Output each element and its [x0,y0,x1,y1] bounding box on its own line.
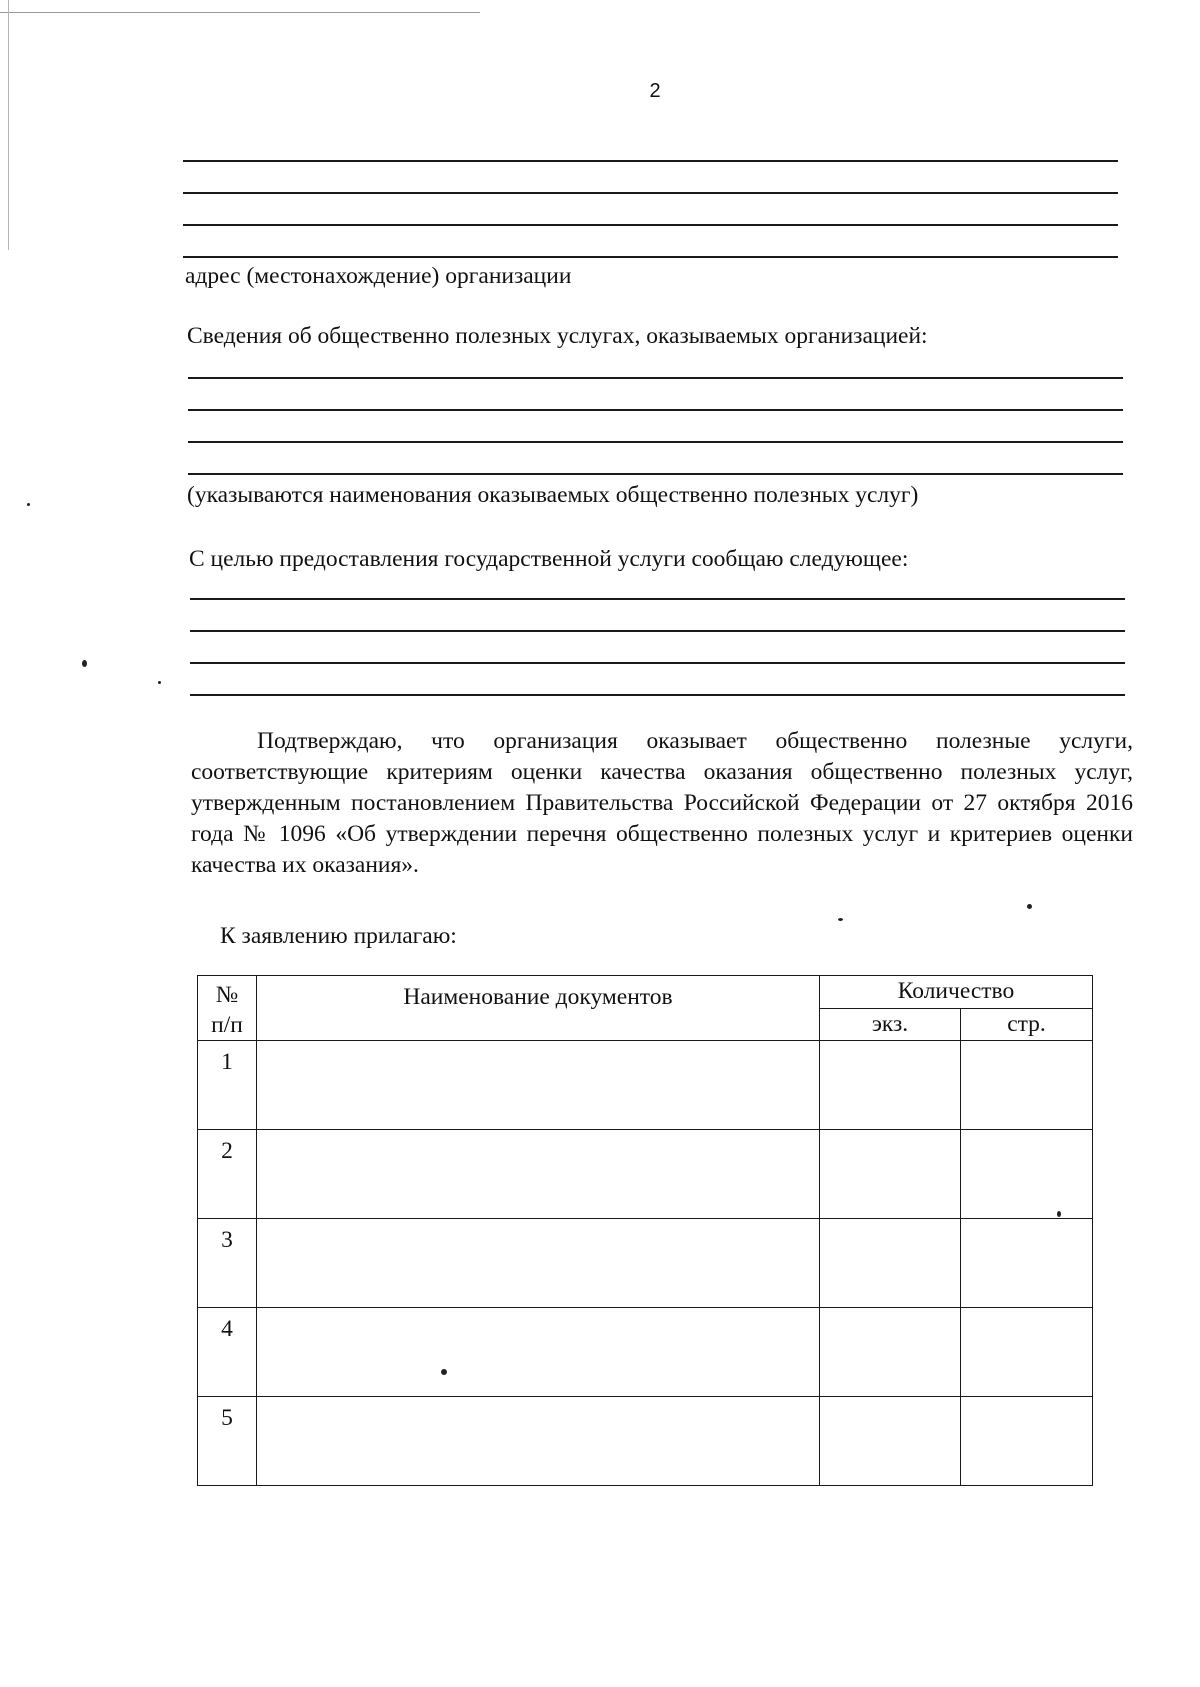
pages-cell[interactable] [961,1308,1093,1397]
table-row [198,1041,1093,1130]
scan-speck [1057,1211,1061,1217]
header-number-cell [198,976,257,1041]
header-document-name: Наименование документов [257,976,820,1041]
document-name-cell[interactable] [257,1308,820,1397]
confirmation-paragraph: Подтверждаю, что организация оказывает общественно полезные услуги, соответствующие критериям оценки качества оказания общественно полезных услуг, утвержденным постановлением Правительства Российской Федерации от 27 октября 2016 года № 1096 «Об утверждении перечня общественно полезных услуг и критериев оценки качества их оказания». [191,728,1133,878]
document-name-cell[interactable] [257,1397,820,1486]
row-number: 5 [198,1397,257,1486]
services-note: (указываются наименования оказываемых общественно полезных услуг) [187,482,919,508]
scan-speck [158,681,161,684]
copies-cell[interactable] [820,1130,961,1219]
scan-edge-left [8,0,9,250]
document-name-cell[interactable] [257,1219,820,1308]
copies-cell[interactable] [820,1219,961,1308]
address-blank-line[interactable] [183,256,1118,258]
address-blank-line[interactable] [183,160,1118,162]
copies-cell[interactable] [820,1308,961,1397]
services-blank-line[interactable] [188,377,1123,379]
attachments-label: К заявлению прилагаю: [220,923,457,949]
purpose-blank-line[interactable] [190,598,1125,600]
row-number: 1 [198,1041,257,1130]
purpose-blank-line[interactable] [190,630,1125,632]
document-name-cell[interactable] [257,1041,820,1130]
purpose-blank-line[interactable] [190,662,1125,664]
scan-speck [838,918,843,921]
services-blank-line[interactable] [188,441,1123,443]
header-number-symbol: № [215,982,239,1008]
pages-cell[interactable] [961,1041,1093,1130]
row-number: 4 [198,1308,257,1397]
address-blank-line[interactable] [183,224,1118,226]
table-row [198,1130,1093,1219]
page-number: 2 [649,80,661,102]
address-label: адрес (местонахождение) организации [185,263,572,289]
scan-speck [27,503,30,506]
header-pages: стр. [961,1008,1093,1041]
copies-cell[interactable] [820,1041,961,1130]
copies-cell[interactable] [820,1397,961,1486]
header-quantity: Количество [820,976,1093,1009]
document-name-cell[interactable] [257,1130,820,1219]
scan-edge-top [0,12,480,13]
pages-cell[interactable] [961,1397,1093,1486]
table-row [198,1219,1093,1308]
purpose-blank-line[interactable] [190,694,1125,696]
scan-speck [441,1369,447,1375]
services-heading: Сведения об общественно полезных услугах, оказываемых организацией: [187,323,928,349]
address-blank-line[interactable] [183,192,1118,194]
services-blank-line[interactable] [188,409,1123,411]
table-row [198,1308,1093,1397]
attachments-table [197,975,1093,1486]
header-number-abbrev: п/п [211,1012,243,1038]
pages-cell[interactable] [961,1130,1093,1219]
table-row [198,1397,1093,1486]
row-number: 3 [198,1219,257,1308]
purpose-heading: С целью предоставления государственной услуги сообщаю следующее: [189,546,909,572]
scan-speck [1027,904,1032,909]
row-number: 2 [198,1130,257,1219]
table-header-row [198,976,1093,1009]
scan-speck [82,660,87,667]
header-copies: экз. [820,1008,961,1041]
pages-cell[interactable] [961,1219,1093,1308]
services-blank-line[interactable] [188,473,1123,475]
